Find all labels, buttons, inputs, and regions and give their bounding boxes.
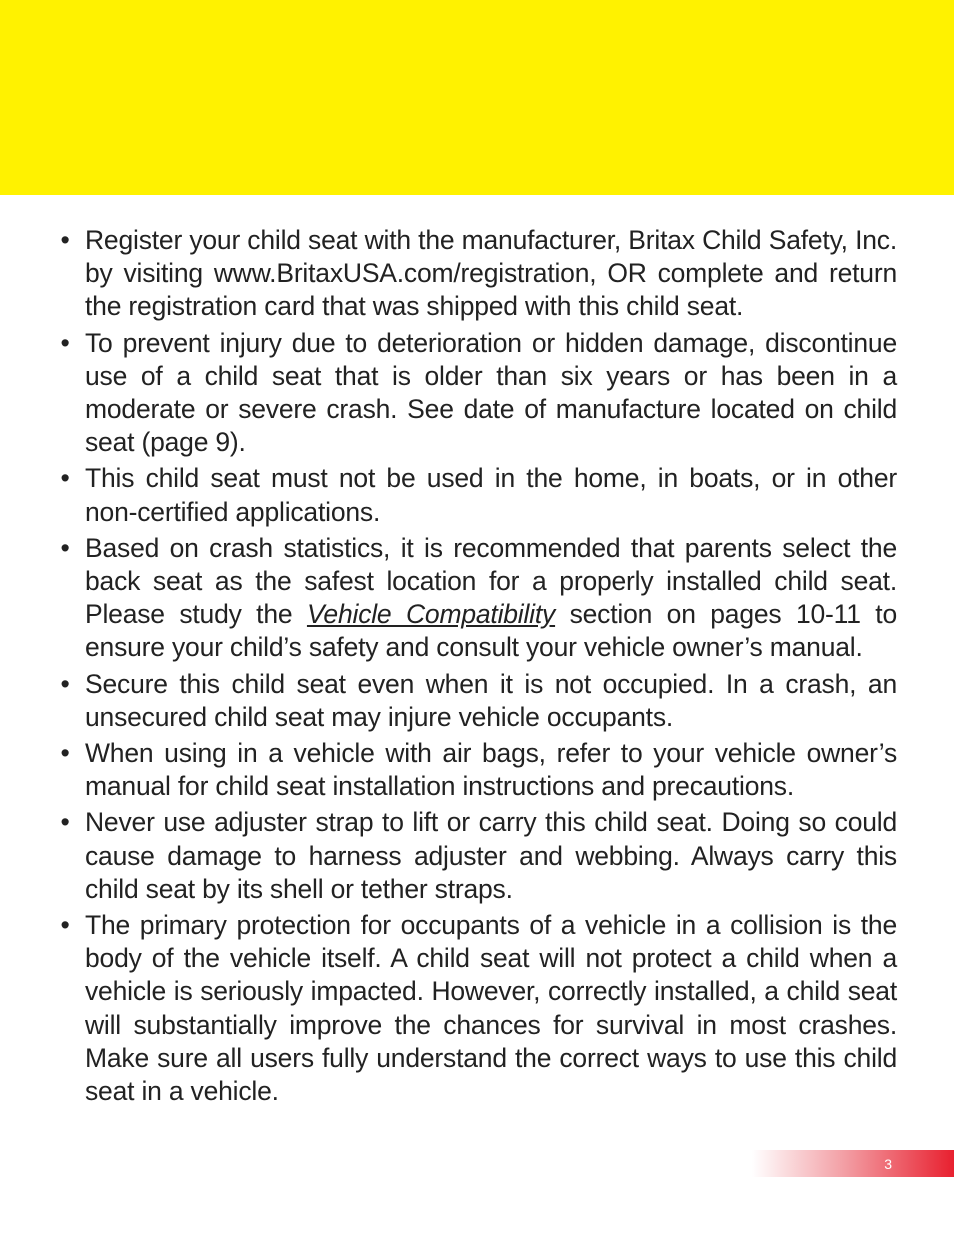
bullet-dot: • bbox=[60, 532, 70, 563]
bullet-text-before-link: Based on crash statistics, it is recommended that parents select the back seat as the safest location for a properly installed child seat. Please study the bbox=[85, 532, 897, 630]
bullet-dot: • bbox=[60, 807, 70, 838]
safety-bullet-list bbox=[55, 224, 897, 1111]
bullet-dot: • bbox=[60, 910, 70, 941]
bullet-item-back-seat bbox=[55, 532, 897, 665]
bullet-text: This child seat must not be used in the home, in boats, or in other non-certified applications. bbox=[85, 463, 897, 527]
bullet-text-after-link: section on pages 10-11 to ensure your child’s safety and consult your vehicle owner’s manual. bbox=[85, 599, 897, 663]
bullet-dot: • bbox=[60, 738, 70, 769]
bullet-text: To prevent injury due to deterioration or hidden damage, discontinue use of a child seat that is older than six years or has been in a moderate or severe crash. See date of manufacture located on child seat (page 9). bbox=[85, 327, 897, 458]
vehicle-compatibility-link[interactable]: Vehicle Compatibility bbox=[306, 599, 556, 630]
page-number-tab bbox=[752, 1150, 954, 1177]
bullet-item-adjuster-strap bbox=[55, 806, 897, 906]
bullet-item-primary-protection bbox=[55, 909, 897, 1108]
page-number: 3 bbox=[884, 1156, 892, 1172]
bullet-text: Register your child seat with the manufacturer, Britax Child Safety, Inc. by visiting www.BritaxUSA.com/registration, OR complete and return the registration card that was shipped with this child seat. bbox=[85, 225, 897, 322]
bullet-item-not-for-home-use bbox=[55, 462, 897, 528]
bullet-dot: • bbox=[60, 327, 70, 358]
bullet-dot: • bbox=[60, 463, 70, 494]
bullet-item-registration bbox=[55, 224, 897, 324]
bullet-item-air-bags bbox=[55, 737, 897, 803]
bullet-item-secure-seat bbox=[55, 668, 897, 734]
bullet-dot: • bbox=[60, 225, 70, 255]
bullet-text: When using in a vehicle with air bags, refer to your vehicle owner’s manual for child seat installation instructions and precautions. bbox=[85, 738, 897, 802]
bullet-dot: • bbox=[60, 668, 70, 699]
header-band bbox=[0, 0, 954, 195]
bullet-text: The primary protection for occupants of a vehicle in a collision is the body of the vehicle itself. A child seat will not protect a child when a vehicle is seriously impacted. However, correctly installed, a child seat will substantially improve the chances for survival in most crashes. Make sure all users fully understand the correct ways to use this child seat in a vehicle. bbox=[85, 910, 897, 1107]
bullet-text: Never use adjuster strap to lift or carry this child seat. Doing so could cause damage to harness adjuster and webbing. Always carry this child seat by its shell or tether straps. bbox=[85, 807, 897, 904]
bullet-item-discontinue-use bbox=[55, 327, 897, 460]
bullet-text: Secure this child seat even when it is not occupied. In a crash, an unsecured child seat may injure vehicle occupants. bbox=[85, 668, 897, 732]
